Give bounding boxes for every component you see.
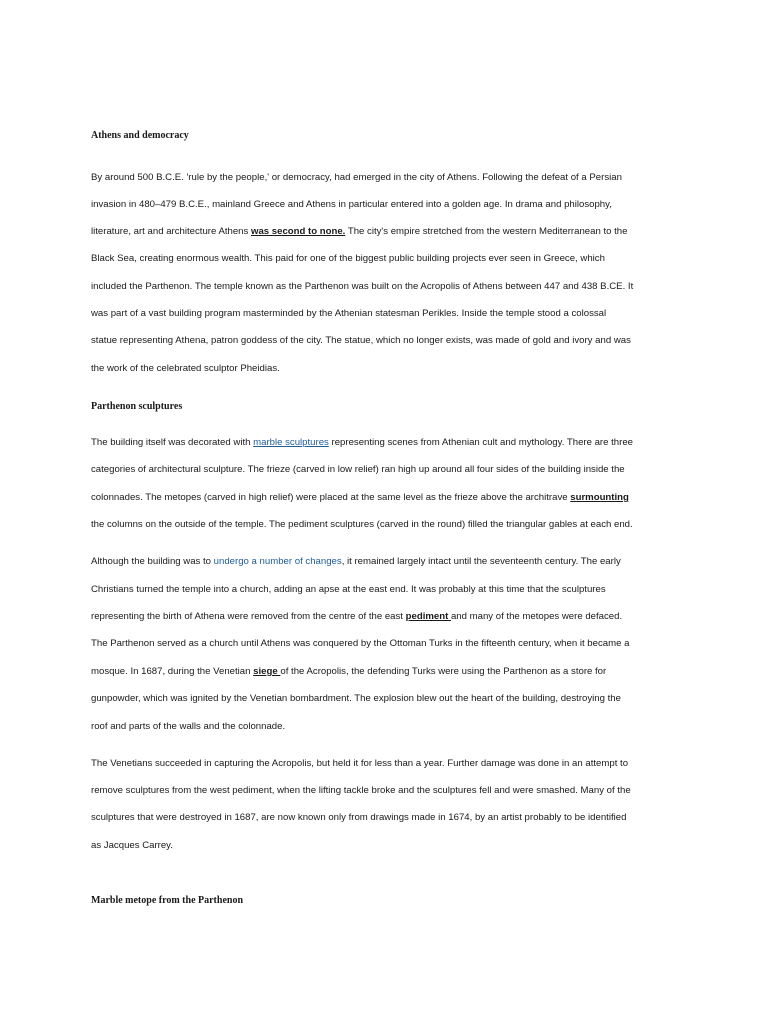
text-line: as Jacques Carrey. bbox=[91, 840, 173, 851]
text-span: The building itself was decorated with bbox=[91, 437, 254, 448]
text-line: The Venetians succeeded in capturing the Acropolis, but held it for less than a year. Further damage was done in an attempt to bbox=[91, 758, 629, 769]
link-marble-sculptures[interactable]: marble sculptures bbox=[253, 437, 329, 448]
text-line: sculptures that were destroyed in 1687, are now known only from drawings made in 1674, by an artist probably to be identified bbox=[91, 812, 627, 823]
text-line: By around 500 B.C.E. 'rule by the people,' or democracy, had emerged in the city of Athens. Following the defeat of a Persian bbox=[91, 172, 622, 183]
heading-marble-metope: Marble metope from the Parthenon bbox=[91, 895, 244, 906]
heading-parthenon-sculptures: Parthenon sculptures bbox=[91, 401, 183, 412]
text-span: and many of the metopes were defaced. bbox=[450, 611, 623, 622]
text-line: invasion in 480–479 B.C.E., mainland Greece and Athens in particular entered into a golden age. In drama and philosophy, bbox=[91, 199, 612, 210]
text-line bbox=[91, 666, 606, 678]
emphasis-surmounting: surmounting bbox=[570, 492, 629, 503]
text-line: The Parthenon served as a church until Athens was conquered by the Ottoman Turks in the fifteenth century, when it became a bbox=[91, 638, 630, 649]
text-line: Christians turned the temple into a church, adding an apse at the east end. It was probably at this time that the sculptures bbox=[91, 584, 606, 595]
text-line: categories of architectural sculpture. The frieze (carved in low relief) ran high up around all four sides of the building inside the bbox=[91, 464, 625, 475]
text-line bbox=[91, 226, 627, 238]
text-line bbox=[91, 492, 629, 504]
text-line: the columns on the outside of the temple. The pediment sculptures (carved in the round) filled the triangular gables at each end. bbox=[91, 519, 633, 530]
text-span: representing the birth of Athena were removed from the centre of the east bbox=[91, 611, 406, 622]
text-line bbox=[91, 611, 622, 623]
text-line: included the Parthenon. The temple known as the Parthenon was built on the Acropolis of Athens between 447 and 438 B.CE. It bbox=[91, 281, 634, 292]
emphasis-pediment: pediment bbox=[405, 611, 451, 622]
emphasis-second-to-none: was second to none. bbox=[250, 226, 346, 237]
text-span: mosque. In 1687, during the Venetian bbox=[91, 666, 254, 677]
text-line: statue representing Athena, patron goddess of the city. The statue, which no longer exists, was made of gold and ivory and was bbox=[91, 335, 631, 346]
text-line: Black Sea, creating enormous wealth. This paid for one of the biggest public building projects ever seen in Greece, which bbox=[91, 253, 605, 264]
text-span: literature, art and architecture Athens bbox=[91, 226, 251, 237]
text-span: , it remained largely intact until the seventeenth century. The early bbox=[341, 556, 621, 567]
text-span: colonnades. The metopes (carved in high relief) were placed at the same level as the frieze above the architrave bbox=[91, 492, 571, 503]
text-line: the work of the celebrated sculptor Pheidias. bbox=[91, 363, 280, 374]
text-span: Although the building was to bbox=[91, 556, 214, 567]
text-span: representing scenes from Athenian cult and mythology. There are three bbox=[328, 437, 633, 448]
emphasis-siege: siege bbox=[253, 666, 281, 677]
text-line bbox=[91, 437, 633, 449]
text-line bbox=[91, 556, 621, 568]
text-span: The city's empire stretched from the western Mediterranean to the bbox=[345, 226, 628, 237]
text-line: was part of a vast building program masterminded by the Athenian statesman Perikles. Inside the temple stood a colossal bbox=[91, 308, 607, 319]
link-undergo-changes[interactable]: undergo a number of changes bbox=[213, 556, 342, 567]
text-line: roof and parts of the walls and the colonnade. bbox=[91, 721, 286, 732]
text-span: of the Acropolis, the defending Turks were using the Parthenon as a store for bbox=[280, 666, 607, 677]
text-line: gunpowder, which was ignited by the Venetian bombardment. The explosion blew out the heart of the building, destroying the bbox=[91, 693, 621, 704]
heading-athens-and-democracy: Athens and democracy bbox=[91, 130, 189, 141]
text-line: remove sculptures from the west pediment, when the lifting tackle broke and the sculptures fell and were smashed. Many of the bbox=[91, 785, 631, 796]
